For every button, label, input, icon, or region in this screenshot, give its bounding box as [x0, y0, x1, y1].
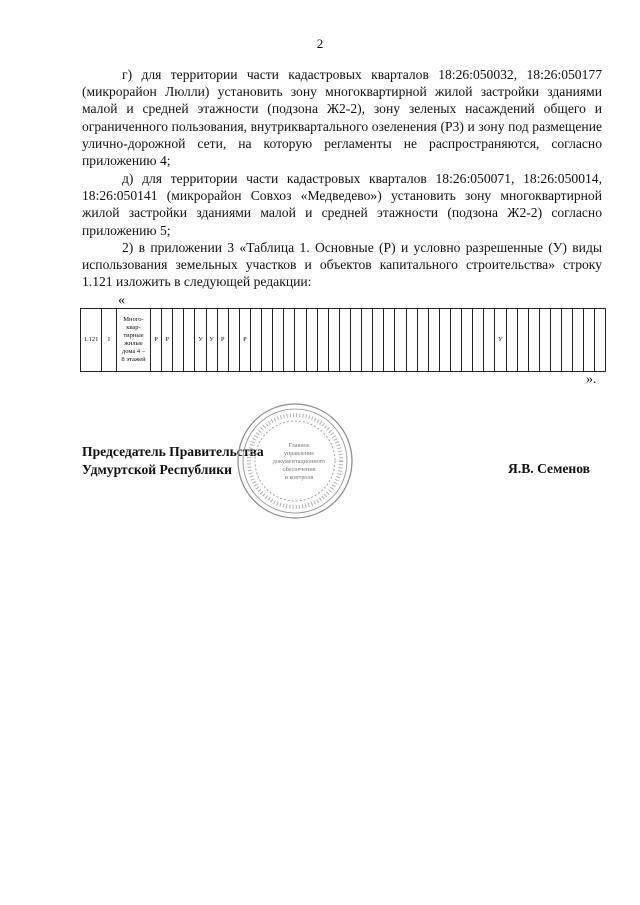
paragraph-g: г) для территории части кадастровых кварталов 18:26:050032, 18:26:050177 (микрорайон Люлли) установить зону многоквартирной жилой застройки зданиями малой и средней этажности (подзона Ж2-2), зону зеленых насаждений общего и ограниченного пользования, внутриквартального озеленения (Р3) и зону под размещение улично-дорожной сети, на которую регламенты не распространяются, согласно приложению 4;	[82, 67, 602, 169]
zone-cell	[550, 309, 561, 372]
zone-cell	[295, 309, 306, 372]
zone-cell	[306, 309, 317, 372]
zone-cell	[384, 309, 395, 372]
zone-cell	[273, 309, 284, 372]
zone-cell	[439, 309, 450, 372]
zone-cell	[562, 309, 573, 372]
opening-quote: «	[118, 293, 125, 308]
zone-cell	[517, 309, 528, 372]
zone-cell: Р	[162, 309, 173, 372]
official-seal	[233, 401, 357, 521]
zone-cell: Р	[239, 309, 250, 372]
paragraph-d: д) для территории части кадастровых кварталов 18:26:050071, 18:26:050014, 18:26:050141 (микрорайон Совхоз «Медведево») установить зону многоквартирной жилой застройки зданиями малой и средней этажности (подзона Ж2-2) согласно приложению 5;	[82, 171, 602, 238]
zone-cell	[250, 309, 261, 372]
zone-cell	[450, 309, 461, 372]
row-index: I	[102, 309, 117, 372]
zone-cell	[573, 309, 584, 372]
table-row	[81, 309, 606, 372]
zone-cell	[317, 309, 328, 372]
zone-cell	[228, 309, 239, 372]
zone-cell	[595, 309, 606, 372]
seal-text-line1: Главное	[288, 442, 310, 449]
zone-cell	[584, 309, 595, 372]
zone-cell: Р	[217, 309, 228, 372]
signatory-name: Я.В. Семенов	[508, 461, 591, 476]
paragraph-2: 2) в приложении 3 «Таблица 1. Основные (Р) и условно разрешенные (У) виды использования земельных участков и объектов капитального строительства» строку 1.121 изложить в следующей редакции:	[82, 240, 602, 290]
zone-cell	[528, 309, 539, 372]
zone-cell	[462, 309, 473, 372]
zone-cell	[362, 309, 373, 372]
zone-cell	[406, 309, 417, 372]
zone-cell	[184, 309, 195, 372]
zone-cell	[173, 309, 184, 372]
zone-cell	[473, 309, 484, 372]
row-use-name: Много- квар- тирные жилые дома 4 – 8 этажей	[117, 309, 151, 372]
zone-cell	[328, 309, 339, 372]
zone-cell: У	[495, 309, 506, 372]
zones-table-row	[80, 308, 606, 372]
zone-cell: У	[195, 309, 206, 372]
signatory-position-line2: Удмуртской Республики	[82, 461, 232, 477]
signatory-position-line1: Председатель Правительства	[82, 444, 264, 459]
zone-cell	[428, 309, 439, 372]
zone-cell	[417, 309, 428, 372]
zone-cell	[339, 309, 350, 372]
zone-cell	[373, 309, 384, 372]
zone-cell: Р	[151, 309, 162, 372]
seal-text-line4: обеспечения	[282, 466, 316, 473]
zone-cell	[506, 309, 517, 372]
zone-cell	[262, 309, 273, 372]
zone-cell	[284, 309, 295, 372]
seal-text-line3: документационного	[272, 458, 326, 465]
row-number: 1.121	[81, 309, 102, 372]
page-number: 2	[316, 36, 324, 51]
zone-cell	[539, 309, 550, 372]
zone-cell	[484, 309, 495, 372]
seal-text-line5: и контроля	[284, 474, 314, 481]
zone-cell	[350, 309, 361, 372]
closing-quote: ».	[586, 372, 597, 387]
seal-text-line2: управление	[283, 450, 315, 457]
zone-cell	[395, 309, 406, 372]
zone-cell: У	[206, 309, 217, 372]
